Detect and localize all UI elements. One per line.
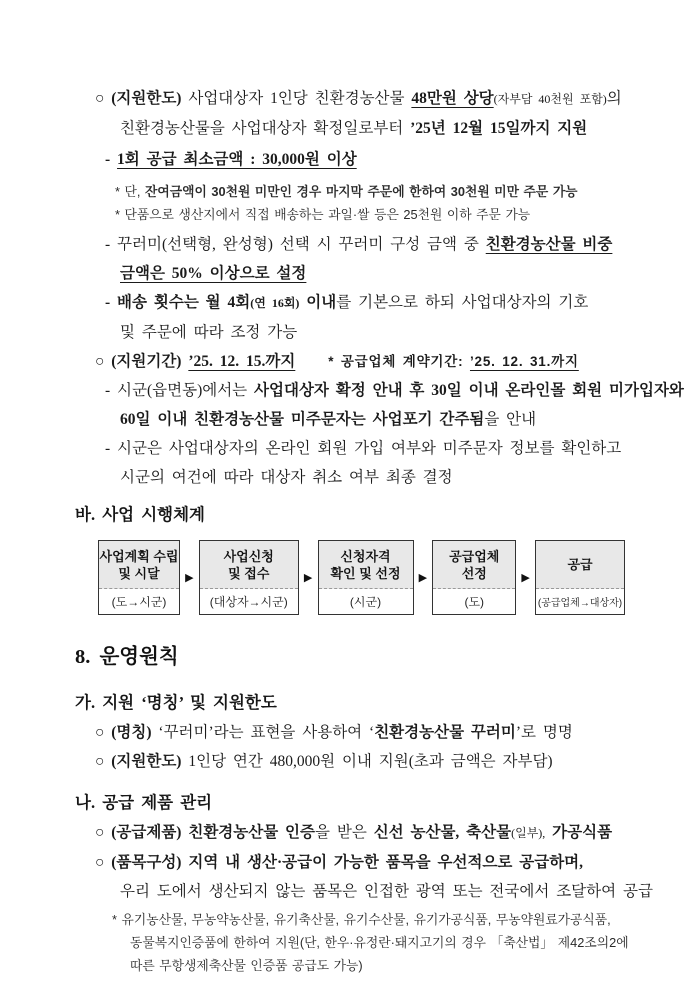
naming-label: (명칭) — [111, 724, 152, 741]
star-bullet: * — [328, 354, 335, 369]
flow-step-plan — [98, 540, 180, 615]
items-comp-line-2 — [120, 877, 653, 906]
support-limit-label: (지원한도) — [111, 90, 182, 107]
support-limit-paren: (자부담 40천원 포함) — [493, 92, 607, 106]
contract-note-date: ’25. 12. 31.까지 — [469, 354, 579, 369]
delivery-within: 이내 — [306, 294, 337, 311]
flow-step-qualify-sub: (시군) — [349, 595, 382, 609]
delivery-line-2 — [120, 318, 648, 347]
flow-step-plan-sub: (도→시군) — [111, 595, 167, 609]
section-heading-ga: 가. 지원 ‘명칭’ 및 지원한도 — [75, 693, 277, 712]
naming-tail: ’로 명명 — [515, 724, 573, 741]
period-label: (지원기간) — [111, 353, 182, 370]
pack-line-2 — [120, 259, 648, 288]
sigun-notice-lead: 시군(읍면동)에서는 — [117, 382, 248, 399]
note-single-item — [115, 203, 648, 226]
contract-note-label: 공급업체 계약기간: — [340, 354, 464, 369]
support-limit-amount: 48만원 상당 — [411, 90, 494, 107]
sigun-notice-bold: 사업대상자 확정 안내 후 30일 이내 온라인몰 회원 미가입자와 — [254, 382, 684, 399]
support-limit-text: 사업대상자 1인당 친환경농산물 — [188, 90, 405, 107]
products-mid: 을 받은 — [315, 824, 367, 841]
flow-step-supplier-title — [433, 541, 515, 589]
naming-bold: 친환경농산물 꾸러미 — [374, 724, 516, 741]
section-heading-ba: 바. 사업 시행체계 — [75, 505, 205, 524]
flow-step-title-line: 사업계획 수립 — [99, 548, 179, 564]
right-arrow-icon: ▶ — [521, 572, 530, 584]
flow-step-title-line: 사업신청 — [223, 548, 274, 564]
circle-bullet: ○ — [95, 724, 105, 741]
products-label: (공급제품) — [111, 824, 182, 841]
pack-ratio: 친환경농산물 비중 — [485, 236, 613, 253]
right-arrow-icon: ▶ — [185, 572, 194, 584]
flow-step-plan-title — [99, 541, 179, 589]
note-single-item-text: 단품으로 생산지에서 직접 배송하는 과일·쌀 등은 25천원 이하 주문 가능 — [124, 207, 531, 222]
circle-bullet: ○ — [95, 854, 105, 871]
products-cert: 친환경농산물 인증 — [188, 824, 316, 841]
circle-bullet: ○ — [95, 90, 105, 107]
cert-note-line-2 — [130, 931, 648, 954]
flow-step-supply — [535, 540, 625, 615]
support-limit-line-2 — [120, 114, 648, 143]
cert-note-text-3: 따른 무항생제축산물 인증품 공급도 가능) — [130, 958, 363, 973]
cert-note-text-2: 동물복지인증품에 한하여 지원(단, 한우·유정란·돼지고기의 경우 「축산법」 제42조의2에 — [130, 935, 629, 950]
dash-bullet: - — [105, 294, 111, 311]
contract-note — [328, 354, 579, 369]
products-paren: (일부), — [511, 826, 546, 840]
support-limit-tail: 의 — [606, 90, 622, 107]
dash-bullet: - — [105, 151, 111, 168]
period-line — [95, 347, 648, 376]
naming-text: ‘꾸러미’라는 표현을 사용하여 ‘ — [158, 724, 375, 741]
delivery-line-1 — [105, 288, 648, 318]
flow-step-supplier-sub: (도) — [464, 595, 485, 609]
items-comp-bold: 지역 내 생산·공급이 가능한 품목을 우선적으로 공급하며, — [188, 854, 584, 871]
flow-step-title-line: 공급업체 — [449, 548, 500, 564]
cert-note-line-3 — [130, 954, 648, 977]
flow-step-qualify — [318, 540, 414, 615]
flow-step-title-line: 및 시달 — [118, 565, 160, 581]
period-date: ’25. 12. 15.까지 — [188, 353, 296, 370]
limit2-paren: (초과 금액은 자부담) — [408, 753, 553, 770]
flow-step-title-line: 선정 — [461, 565, 487, 581]
sigun-confirm-line-1 — [105, 434, 648, 463]
star-bullet: * — [112, 912, 117, 927]
flow-step-supply-title — [536, 541, 624, 589]
support-limit-line-1 — [95, 84, 648, 114]
flow-step-supplier — [432, 540, 516, 615]
naming-line — [95, 718, 648, 747]
support-limit-text2: 친환경농산물을 사업대상자 확정일로부터 — [120, 120, 404, 137]
products-fresh: 신선 농산물, 축산물 — [373, 824, 512, 841]
flow-step-apply-title — [200, 541, 298, 589]
pack-text: 꾸러미(선택형, 완성형) 선택 시 꾸러미 구성 금액 중 — [117, 236, 479, 253]
delivery-freq-paren: (연 16회) — [250, 296, 300, 310]
delivery-freq: 배송 횟수는 월 4회 — [117, 294, 251, 311]
flow-step-qualify-title — [319, 541, 413, 589]
circle-bullet: ○ — [95, 824, 105, 841]
support-limit-deadline: ’25년 12월 15일까지 지원 — [410, 120, 588, 137]
note-remainder-text: 잔여금액이 30천원 미만인 경우 마지막 주문에 한하여 30천원 미만 주문 가능 — [145, 184, 578, 199]
flow-step-apply-sub: (대상자→시군) — [209, 595, 288, 609]
pack-line-1 — [105, 230, 648, 259]
flow-step-title-line: 신청자격 — [340, 548, 391, 564]
products-processed: 가공식품 — [552, 824, 613, 841]
sigun-notice-line-2 — [120, 405, 648, 434]
right-arrow-icon: ▶ — [418, 572, 428, 584]
circle-bullet: ○ — [95, 353, 105, 370]
dash-bullet: - — [105, 236, 111, 253]
right-arrow-icon: ▶ — [303, 572, 313, 584]
sigun-notice-tail: 을 안내 — [484, 411, 537, 428]
sigun-notice-line-1 — [105, 376, 684, 405]
flow-step-apply — [199, 540, 299, 615]
star-bullet: * — [115, 207, 120, 222]
products-line — [95, 818, 648, 848]
sigun-notice-bold-2: 60일 이내 친환경농산물 미주문자는 사업포기 간주됨 — [120, 411, 485, 428]
sigun-confirm-text-2: 시군의 여건에 따라 대상자 취소 여부 최종 결정 — [120, 469, 453, 486]
flow-step-title-line: 공급 — [567, 557, 593, 572]
pack-ratio-2: 금액은 50% 이상으로 설정 — [120, 265, 307, 282]
section-heading-na: 나. 공급 제품 관리 — [75, 793, 213, 812]
star-bullet: * — [115, 184, 120, 199]
min-supply-line — [105, 145, 648, 174]
flow-step-title-line: 확인 및 선정 — [330, 565, 401, 581]
dash-bullet: - — [105, 440, 111, 457]
limit2-line — [95, 747, 648, 776]
dash-bullet: - — [105, 382, 111, 399]
limit2-text: 1인당 연간 480,000원 이내 지원 — [188, 753, 409, 770]
min-supply-text: 1회 공급 최소금액 : 30,000원 이상 — [117, 151, 357, 168]
cert-note-line-1 — [112, 908, 648, 931]
limit2-label: (지원한도) — [111, 753, 182, 770]
flow-step-supply-sub: (공급업체→대상자) — [537, 598, 623, 609]
items-comp-label: (품목구성) — [111, 854, 182, 871]
sigun-confirm-line-2 — [120, 463, 648, 492]
flow-step-title-line: 및 접수 — [228, 565, 270, 581]
note-remainder-lead: 단, — [124, 184, 141, 199]
section-heading-8: 8. 운영원칙 — [75, 646, 179, 668]
note-remainder — [115, 180, 648, 203]
items-comp-line-1 — [95, 848, 648, 877]
delivery-text-2: 및 주문에 따라 조정 가능 — [120, 324, 298, 341]
process-flow-chart — [98, 540, 625, 615]
cert-note-text-1: 유기농산물, 무농약농산물, 유기축산물, 유기수산물, 유기가공식품, 무농약원료가공식품, — [121, 912, 611, 927]
items-comp-text: 우리 도에서 생산되지 않는 품목은 인접한 광역 또는 전국에서 조달하여 공급 — [120, 883, 653, 900]
circle-bullet: ○ — [95, 753, 105, 770]
sigun-confirm-text: 시군은 사업대상자의 온라인 회원 가입 여부와 미주문자 정보를 확인하고 — [117, 440, 622, 457]
delivery-text: 를 기본으로 하되 사업대상자의 기호 — [336, 294, 589, 311]
